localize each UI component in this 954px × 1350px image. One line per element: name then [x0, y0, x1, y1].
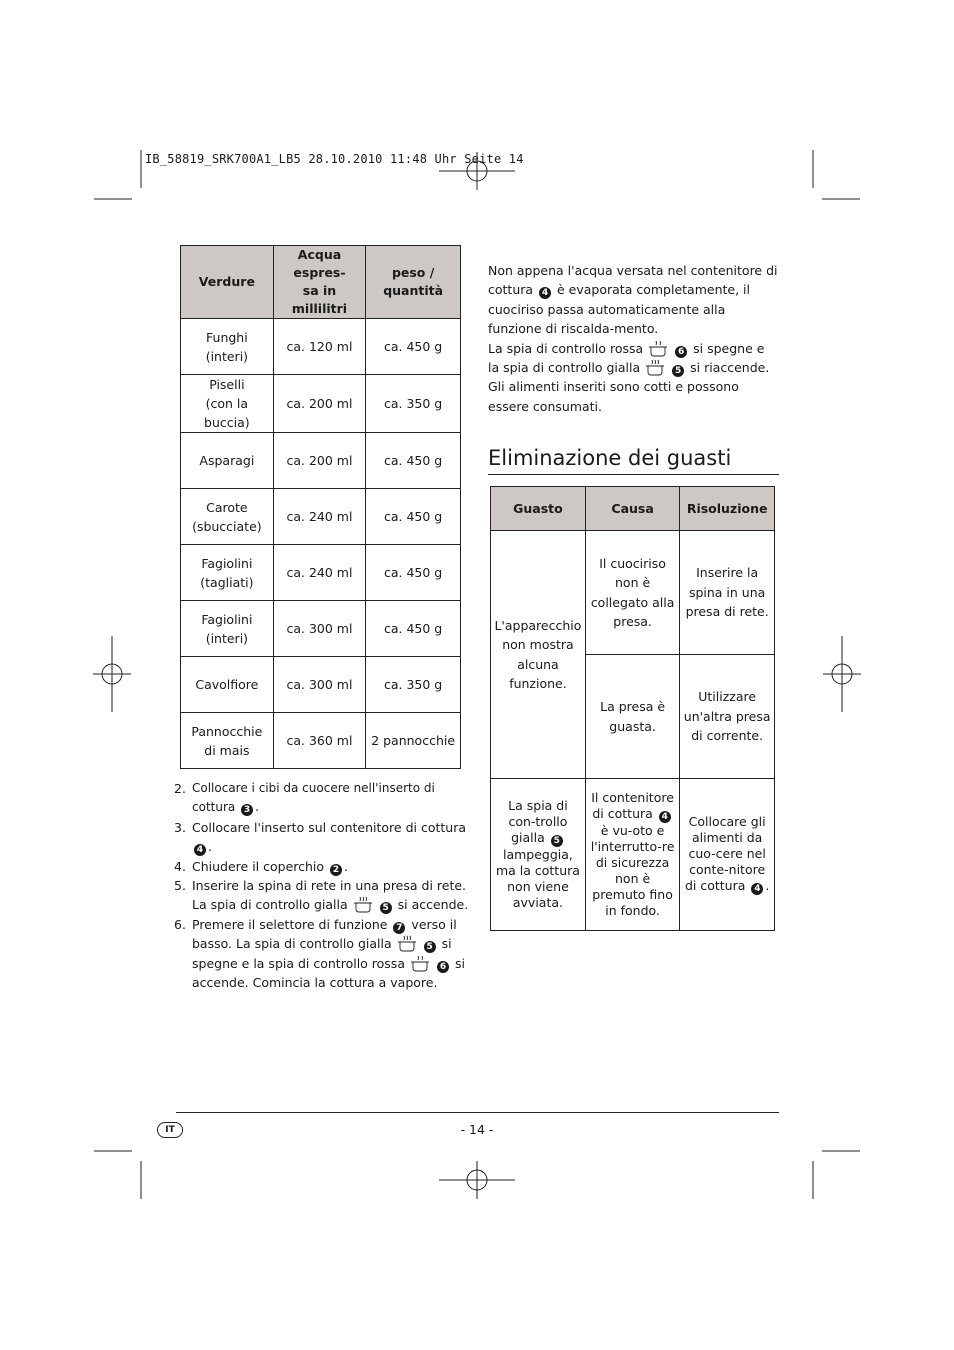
footer-rule: [176, 1112, 779, 1113]
solution-cell: Collocare gli alimenti da cuo-cere nel conte-nitore di cottura 4 .: [680, 779, 775, 931]
yellow-warm-pot-icon: [352, 895, 374, 913]
water-cell: ca. 120 ml: [273, 319, 366, 375]
print-slug: IB_58819_SRK700A1_LB5 28.10.2010 11:48 Uhr Seite 14: [145, 152, 524, 166]
table-row: [181, 319, 461, 375]
table-row: [491, 779, 775, 931]
part-number-icon: 5: [424, 941, 436, 953]
vegetable-cell: Piselli (con la buccia): [181, 375, 274, 433]
language-badge: IT: [157, 1122, 183, 1138]
weight-cell: ca. 450 g: [366, 319, 461, 375]
title-underline: [488, 474, 779, 475]
vegetable-cell: Asparagi: [181, 433, 274, 489]
section-title: Eliminazione dei guasti: [488, 446, 732, 470]
table-row: [181, 433, 461, 489]
part-number-icon: 6: [675, 346, 687, 358]
list-item: 4. Chiudere il coperchio 2 .: [174, 858, 349, 875]
red-cook-pot-icon: [409, 954, 431, 972]
list-item: 6. Premere il selettore di funzione 7 verso il basso. La spia di controllo gialla 5 si spegne e la spia di controllo rossa 6 si accende. Comincia la cottura a vapore.: [174, 916, 465, 991]
weight-cell: ca. 450 g: [366, 545, 461, 601]
weight-cell: ca. 350 g: [366, 657, 461, 713]
troubleshooting-table: [490, 486, 775, 931]
list-item: 3. Collocare l'inserto sul contenitore di cottura 4 .: [174, 819, 467, 856]
table-row: [181, 375, 461, 433]
header-weight: peso / quantità: [366, 246, 461, 319]
list-item: 2. Collocare i cibi da cuocere nell'inserto di cottura 3 .: [174, 781, 435, 816]
weight-cell: ca. 450 g: [366, 601, 461, 657]
header-water: Acqua espres- sa in millilitri: [273, 246, 366, 319]
list-item: 5. Inserire la spina di rete in una presa di rete. La spia di controllo gialla 5 si accende.: [174, 878, 469, 914]
table-row: [491, 531, 775, 655]
red-cook-pot-icon: [647, 339, 669, 357]
vegetable-steaming-table: [180, 245, 461, 769]
solution-cell: Utilizzare un'altra presa di corrente.: [680, 655, 775, 779]
water-cell: ca. 240 ml: [273, 545, 366, 601]
completion-paragraph: Non appena l'acqua versata nel contenitore di cottura 4 è evaporata completamente, il cuociriso passa automaticamente alla funzione di riscalda-mento. La spia di controllo rossa 6 si spegne e la spia di controllo gialla 5 si riaccende. Gli alimenti inseriti sono cotti e possono essere consumati.: [488, 263, 778, 414]
table-row: [181, 657, 461, 713]
cause-cell: Il cuociriso non è collegato alla presa.: [585, 531, 679, 655]
table-row: [181, 601, 461, 657]
page-number: - 14 -: [460, 1122, 494, 1137]
water-cell: ca. 360 ml: [273, 713, 366, 769]
weight-cell: ca. 450 g: [366, 433, 461, 489]
part-number-icon: 2: [330, 864, 342, 876]
cause-cell: Il contenitore di cottura 4 è vu-oto e l'interrutto-re di sicurezza non è premuto fino in fondo.: [585, 779, 679, 931]
fault-cell: La spia di con-trollo gialla 5 lampeggia, ma la cottura non viene avviata.: [491, 779, 586, 931]
yellow-warm-pot-icon: [644, 358, 666, 376]
table-header-row: [491, 487, 775, 531]
water-cell: ca. 300 ml: [273, 601, 366, 657]
instruction-steps: [174, 779, 474, 992]
header-cause: Causa: [585, 487, 679, 531]
part-number-icon: 4: [659, 811, 671, 823]
vegetable-cell: Fagiolini (interi): [181, 601, 274, 657]
header-solution: Risoluzione: [680, 487, 775, 531]
header-vegetable: Verdure: [181, 246, 274, 319]
vegetable-cell: Carote (sbucciate): [181, 489, 274, 545]
part-number-icon: 5: [551, 835, 563, 847]
yellow-warm-pot-icon: [396, 934, 418, 952]
part-number-icon: 4: [194, 844, 206, 856]
vegetable-cell: Funghi (interi): [181, 319, 274, 375]
part-number-icon: 4: [751, 883, 763, 895]
table-row: [181, 489, 461, 545]
water-cell: ca. 300 ml: [273, 657, 366, 713]
water-cell: ca. 200 ml: [273, 375, 366, 433]
table-header-row: [181, 246, 461, 319]
table-row: [181, 545, 461, 601]
cause-cell: La presa è guasta.: [585, 655, 679, 779]
part-number-icon: 6: [437, 961, 449, 973]
part-number-icon: 3: [241, 804, 253, 816]
solution-cell: Inserire la spina in una presa di rete.: [680, 531, 775, 655]
fault-cell: L'apparecchio non mostra alcuna funzione.: [491, 531, 586, 779]
part-number-icon: 4: [539, 287, 551, 299]
weight-cell: ca. 450 g: [366, 489, 461, 545]
part-number-icon: 5: [672, 365, 684, 377]
water-cell: ca. 200 ml: [273, 433, 366, 489]
header-fault: Guasto: [491, 487, 586, 531]
vegetable-cell: Fagiolini (tagliati): [181, 545, 274, 601]
part-number-icon: 5: [380, 902, 392, 914]
part-number-icon: 7: [393, 922, 405, 934]
weight-cell: 2 pannocchie: [366, 713, 461, 769]
vegetable-cell: Pannocchie di mais: [181, 713, 274, 769]
weight-cell: ca. 350 g: [366, 375, 461, 433]
water-cell: ca. 240 ml: [273, 489, 366, 545]
table-row: [181, 713, 461, 769]
vegetable-cell: Cavolfiore: [181, 657, 274, 713]
